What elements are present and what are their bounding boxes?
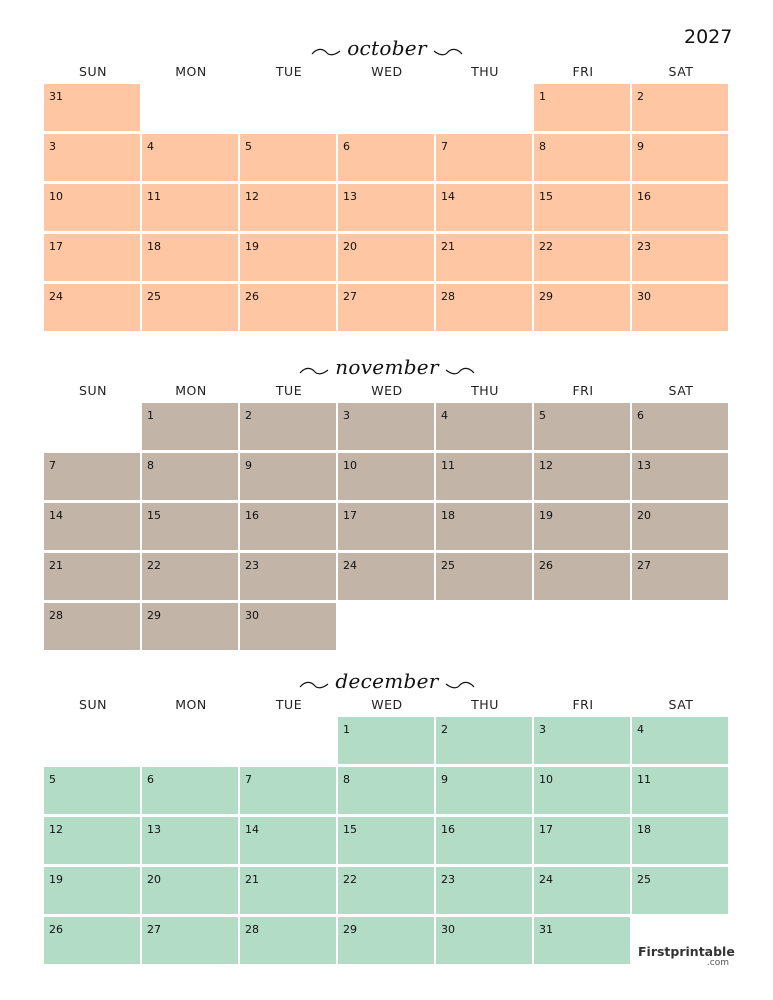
day-number: 31	[49, 90, 63, 103]
day-cell	[44, 603, 140, 650]
weekday-fri: FRI	[572, 383, 594, 398]
day-number: 4	[441, 409, 448, 422]
weekday-thu: THU	[471, 64, 499, 79]
day-cell	[142, 603, 238, 650]
day-number: 25	[147, 290, 161, 303]
month-title	[44, 352, 730, 382]
swash-right-icon	[433, 44, 463, 58]
day-cell	[142, 867, 238, 914]
day-cell	[240, 503, 336, 550]
day-cell	[240, 134, 336, 181]
day-number: 17	[539, 823, 553, 836]
empty-cell	[338, 84, 434, 131]
day-cell	[142, 184, 238, 231]
day-cell	[632, 284, 728, 331]
weekday-wed: WED	[371, 383, 403, 398]
weekday-sat: SAT	[668, 383, 694, 398]
brand-suffix: .com	[706, 958, 729, 968]
day-number: 6	[343, 140, 350, 153]
day-cell	[436, 717, 532, 764]
day-number: 29	[343, 923, 357, 936]
day-cell	[534, 284, 630, 331]
day-number: 24	[539, 873, 553, 886]
day-number: 1	[539, 90, 546, 103]
day-cell	[142, 134, 238, 181]
day-number: 19	[49, 873, 63, 886]
day-number: 15	[343, 823, 357, 836]
weekday-sat: SAT	[668, 697, 694, 712]
day-cell	[632, 134, 728, 181]
day-number: 6	[147, 773, 154, 786]
day-cell	[240, 817, 336, 864]
day-cell	[436, 134, 532, 181]
day-cell	[142, 453, 238, 500]
day-cell	[632, 817, 728, 864]
day-cell	[240, 867, 336, 914]
swash-left-icon	[299, 363, 329, 377]
day-number: 1	[343, 723, 350, 736]
day-number: 9	[441, 773, 448, 786]
day-number: 5	[49, 773, 56, 786]
day-number: 9	[637, 140, 644, 153]
day-cell	[142, 234, 238, 281]
day-number: 21	[49, 559, 63, 572]
swash-left-icon	[311, 44, 341, 58]
day-number: 15	[147, 509, 161, 522]
day-number: 18	[637, 823, 651, 836]
day-number: 8	[343, 773, 350, 786]
day-cell	[436, 453, 532, 500]
day-cell	[534, 867, 630, 914]
month-name: november	[335, 355, 439, 379]
day-number: 18	[147, 240, 161, 253]
day-cell	[632, 453, 728, 500]
day-cell	[44, 503, 140, 550]
day-cell	[534, 817, 630, 864]
day-number: 22	[343, 873, 357, 886]
day-cell	[338, 134, 434, 181]
day-cell	[338, 284, 434, 331]
day-number: 20	[343, 240, 357, 253]
day-cell	[338, 767, 434, 814]
day-number: 5	[245, 140, 252, 153]
day-cell	[44, 453, 140, 500]
empty-cell	[338, 603, 434, 650]
day-cell	[240, 234, 336, 281]
swash-left-icon	[299, 677, 329, 691]
day-number: 11	[147, 190, 161, 203]
day-number: 16	[637, 190, 651, 203]
day-cell	[632, 503, 728, 550]
day-number: 22	[539, 240, 553, 253]
weekday-wed: WED	[371, 64, 403, 79]
day-cell	[44, 284, 140, 331]
weekday-tue: TUE	[275, 697, 303, 712]
day-cell	[338, 403, 434, 450]
day-cell	[534, 767, 630, 814]
day-number: 31	[539, 923, 553, 936]
day-cell	[632, 84, 728, 131]
day-number: 26	[49, 923, 63, 936]
day-cell	[632, 867, 728, 914]
day-cell	[240, 284, 336, 331]
day-number: 29	[539, 290, 553, 303]
day-cell	[44, 917, 140, 964]
day-cell	[534, 453, 630, 500]
weekday-fri: FRI	[572, 697, 594, 712]
day-number: 16	[441, 823, 455, 836]
weekday-mon: MON	[175, 697, 207, 712]
empty-cell	[436, 603, 532, 650]
weekday-tue: TUE	[275, 383, 303, 398]
brand-name: Firstprintable	[638, 944, 735, 959]
day-number: 5	[539, 409, 546, 422]
empty-cell	[142, 717, 238, 764]
day-number: 11	[441, 459, 455, 472]
weekday-fri: FRI	[572, 64, 594, 79]
day-grid	[44, 717, 735, 964]
day-number: 20	[147, 873, 161, 886]
day-cell	[632, 403, 728, 450]
day-number: 16	[245, 509, 259, 522]
day-number: 30	[441, 923, 455, 936]
weekday-header	[44, 697, 730, 713]
day-cell	[436, 767, 532, 814]
day-number: 23	[245, 559, 259, 572]
month-title	[44, 666, 730, 696]
day-cell	[142, 503, 238, 550]
day-number: 4	[637, 723, 644, 736]
day-cell	[240, 917, 336, 964]
day-number: 8	[147, 459, 154, 472]
day-number: 13	[343, 190, 357, 203]
day-cell	[142, 553, 238, 600]
day-number: 1	[147, 409, 154, 422]
day-cell	[44, 134, 140, 181]
day-number: 14	[245, 823, 259, 836]
day-number: 2	[637, 90, 644, 103]
day-cell	[534, 84, 630, 131]
month-title	[44, 33, 730, 63]
day-number: 30	[637, 290, 651, 303]
day-cell	[534, 717, 630, 764]
weekday-header	[44, 383, 730, 399]
day-number: 7	[49, 459, 56, 472]
day-number: 9	[245, 459, 252, 472]
day-number: 8	[539, 140, 546, 153]
day-number: 2	[245, 409, 252, 422]
weekday-thu: THU	[471, 383, 499, 398]
day-cell	[44, 817, 140, 864]
day-cell	[632, 767, 728, 814]
swash-right-icon	[445, 677, 475, 691]
day-number: 23	[441, 873, 455, 886]
day-cell	[632, 234, 728, 281]
day-number: 10	[539, 773, 553, 786]
day-number: 12	[49, 823, 63, 836]
day-number: 10	[343, 459, 357, 472]
weekday-tue: TUE	[275, 64, 303, 79]
day-cell	[534, 403, 630, 450]
day-cell	[632, 184, 728, 231]
day-cell	[632, 717, 728, 764]
day-number: 23	[637, 240, 651, 253]
day-number: 12	[245, 190, 259, 203]
day-cell	[436, 403, 532, 450]
day-cell	[338, 453, 434, 500]
day-cell	[338, 553, 434, 600]
day-number: 10	[49, 190, 63, 203]
empty-cell	[240, 717, 336, 764]
day-number: 3	[49, 140, 56, 153]
day-cell	[436, 184, 532, 231]
day-number: 2	[441, 723, 448, 736]
day-number: 29	[147, 609, 161, 622]
day-number: 25	[637, 873, 651, 886]
weekday-wed: WED	[371, 697, 403, 712]
weekday-thu: THU	[471, 697, 499, 712]
day-number: 26	[539, 559, 553, 572]
day-number: 27	[343, 290, 357, 303]
day-number: 7	[441, 140, 448, 153]
weekday-sun: SUN	[79, 383, 107, 398]
day-cell	[534, 503, 630, 550]
day-cell	[44, 234, 140, 281]
day-cell	[534, 234, 630, 281]
day-grid	[44, 403, 730, 650]
day-cell	[142, 403, 238, 450]
day-number: 17	[49, 240, 63, 253]
brand-logo	[638, 944, 735, 968]
swash-right-icon	[445, 363, 475, 377]
weekday-mon: MON	[175, 383, 207, 398]
day-number: 14	[49, 509, 63, 522]
day-cell	[534, 184, 630, 231]
day-cell	[338, 503, 434, 550]
day-cell	[240, 453, 336, 500]
day-number: 24	[49, 290, 63, 303]
empty-cell	[44, 403, 140, 450]
day-cell	[436, 917, 532, 964]
day-cell	[338, 234, 434, 281]
day-number: 27	[637, 559, 651, 572]
weekday-sun: SUN	[79, 64, 107, 79]
day-number: 6	[637, 409, 644, 422]
weekday-mon: MON	[175, 64, 207, 79]
day-cell	[44, 184, 140, 231]
day-number: 12	[539, 459, 553, 472]
day-cell	[240, 553, 336, 600]
day-cell	[436, 503, 532, 550]
day-number: 30	[245, 609, 259, 622]
day-number: 17	[343, 509, 357, 522]
day-cell	[44, 767, 140, 814]
day-cell	[534, 134, 630, 181]
day-cell	[338, 184, 434, 231]
empty-cell	[240, 84, 336, 131]
day-cell	[338, 717, 434, 764]
empty-cell	[436, 84, 532, 131]
empty-cell	[534, 603, 630, 650]
day-cell	[240, 603, 336, 650]
day-cell	[338, 917, 434, 964]
month-name: december	[335, 669, 439, 693]
day-number: 28	[245, 923, 259, 936]
day-number: 21	[245, 873, 259, 886]
day-number: 21	[441, 240, 455, 253]
day-number: 27	[147, 923, 161, 936]
day-cell	[142, 917, 238, 964]
day-number: 3	[343, 409, 350, 422]
empty-cell	[142, 84, 238, 131]
day-cell	[436, 553, 532, 600]
day-cell	[534, 553, 630, 600]
empty-cell	[632, 603, 728, 650]
day-number: 3	[539, 723, 546, 736]
day-number: 11	[637, 773, 651, 786]
day-cell	[436, 234, 532, 281]
year-label: 2027	[684, 26, 733, 48]
day-number: 28	[441, 290, 455, 303]
day-number: 28	[49, 609, 63, 622]
day-cell	[44, 553, 140, 600]
day-cell	[436, 284, 532, 331]
empty-cell	[44, 717, 140, 764]
weekday-sat: SAT	[668, 64, 694, 79]
day-number: 19	[245, 240, 259, 253]
day-cell	[534, 917, 630, 964]
day-cell	[142, 284, 238, 331]
day-number: 25	[441, 559, 455, 572]
day-cell	[338, 817, 434, 864]
month-name: october	[347, 36, 427, 60]
day-grid	[44, 84, 730, 331]
day-cell	[142, 817, 238, 864]
day-cell	[240, 184, 336, 231]
day-number: 24	[343, 559, 357, 572]
day-cell	[142, 767, 238, 814]
day-number: 20	[637, 509, 651, 522]
day-number: 4	[147, 140, 154, 153]
day-number: 19	[539, 509, 553, 522]
day-cell	[44, 867, 140, 914]
day-cell	[632, 553, 728, 600]
day-cell	[240, 403, 336, 450]
day-number: 13	[637, 459, 651, 472]
day-number: 15	[539, 190, 553, 203]
day-number: 7	[245, 773, 252, 786]
day-cell	[240, 767, 336, 814]
day-number: 22	[147, 559, 161, 572]
day-number: 13	[147, 823, 161, 836]
day-cell	[436, 867, 532, 914]
day-cell	[436, 817, 532, 864]
day-number: 14	[441, 190, 455, 203]
day-number: 18	[441, 509, 455, 522]
day-number: 26	[245, 290, 259, 303]
weekday-header	[44, 64, 730, 80]
day-cell	[338, 867, 434, 914]
weekday-sun: SUN	[79, 697, 107, 712]
day-cell	[44, 84, 140, 131]
